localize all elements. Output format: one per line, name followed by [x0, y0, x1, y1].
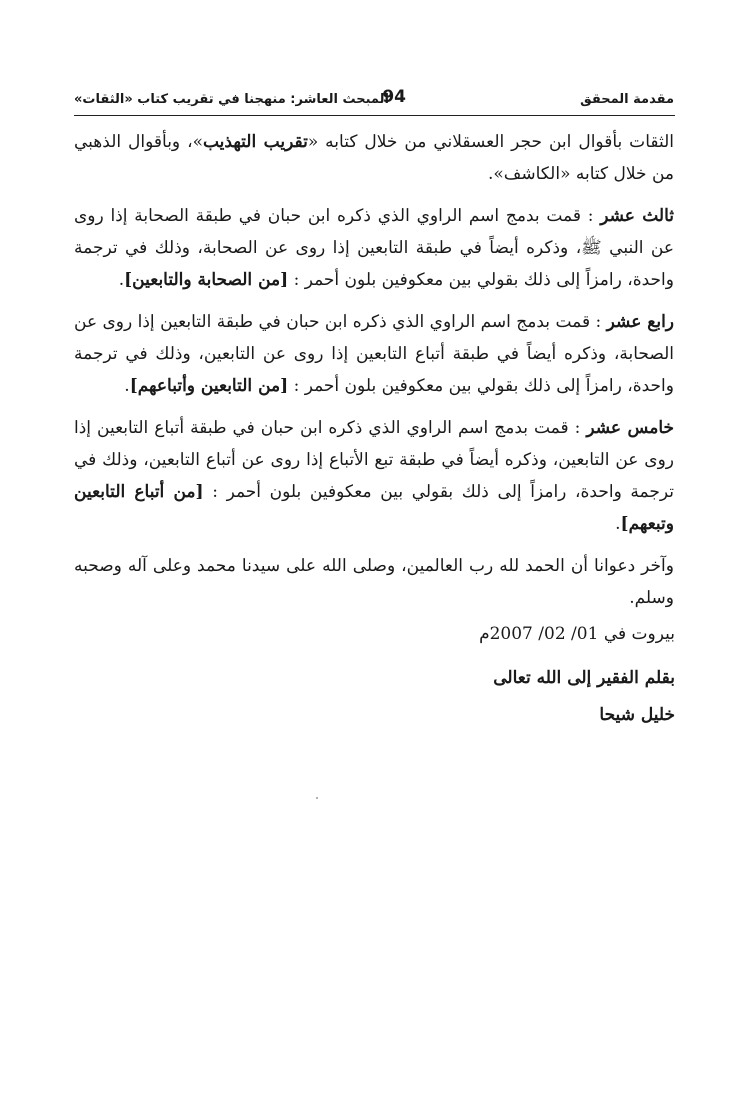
paragraph-bold: تقريب التهذيب	[202, 132, 308, 152]
paragraph-tail: .	[118, 270, 125, 290]
paragraph-lead: رابع عشر	[606, 312, 675, 332]
header-section-title: مقدمة المحقق	[580, 92, 674, 107]
paragraph-bold: [من أتباع التابعين وتبعهم]	[74, 482, 674, 534]
paragraph-text: الثقات بأقوال ابن حجر العسقلاني من خلال كتابه «	[307, 132, 674, 152]
paragraph	[74, 550, 674, 614]
paragraph	[74, 306, 674, 402]
signature-name: خليل شيحا	[599, 705, 675, 725]
header-rule	[74, 115, 675, 116]
paragraph	[74, 412, 674, 540]
body-text	[74, 126, 674, 624]
running-header	[74, 86, 674, 112]
paragraph-tail: .	[124, 376, 130, 396]
paragraph-text: وآخر دعوانا أن الحمد لله رب العالمين، وصلى الله على سيدنا محمد وعلى آله وصحبه وسلم.	[74, 556, 674, 608]
paragraph-tail: »، وبأقوال الذهبي من خلال كتابه «الكاشف».	[74, 132, 674, 184]
page-number: 94	[382, 87, 406, 107]
paragraph	[74, 200, 674, 296]
signature-byline: بقلم الفقير إلى الله تعالى	[493, 668, 675, 688]
paragraph-text: : قمت بدمج اسم الراوي الذي ذكره ابن حبان في طبقة أتباع التابعين إذا روى عن التابعين، وذكره أيضاً في طبقة تبع الأتباع إذا روى عن أتباع التابعين، وذلك في ترجمة واحدة، رامزاً إلى ذلك بقولي بين معكوفين بلون أحمر :	[74, 418, 674, 502]
header-chapter-title: المبحث العاشر: منهجنا في تقريب كتاب «الثقات»	[74, 92, 389, 107]
paragraph-bold: [من الصحابة والتابعين]	[124, 270, 289, 290]
paragraph	[74, 126, 674, 190]
paragraph-text: : قمت بدمج اسم الراوي الذي ذكره ابن حبان في طبقة الصحابة إذا روى عن النبي ﷺ، وذكره أيضاً في طبقة التابعين إذا روى عن الصحابة، وذلك في ترجمة واحدة، رامزاً إلى ذلك بقولي بين معكوفين بلون أحمر :	[74, 206, 674, 290]
paragraph-text: : قمت بدمج اسم الراوي الذي ذكره ابن حبان في طبقة التابعين إذا روى عن الصحابة، وذكره أيضاً في طبقة أتباع التابعين إذا روى عن التابعين، وذلك في ترجمة واحدة، رامزاً إلى ذلك بقولي بين معكوفين بلون أحمر :	[74, 312, 674, 396]
scan-speck	[316, 797, 318, 799]
signature-date: بيروت في 01/ 02/ 2007م	[479, 624, 675, 644]
paragraph-tail: .	[615, 514, 621, 534]
paragraph-bold: [من التابعين وأتباعهم]	[129, 376, 289, 396]
paragraph-lead: ثالث عشر	[600, 206, 674, 226]
paragraph-lead: خامس عشر	[586, 418, 675, 438]
